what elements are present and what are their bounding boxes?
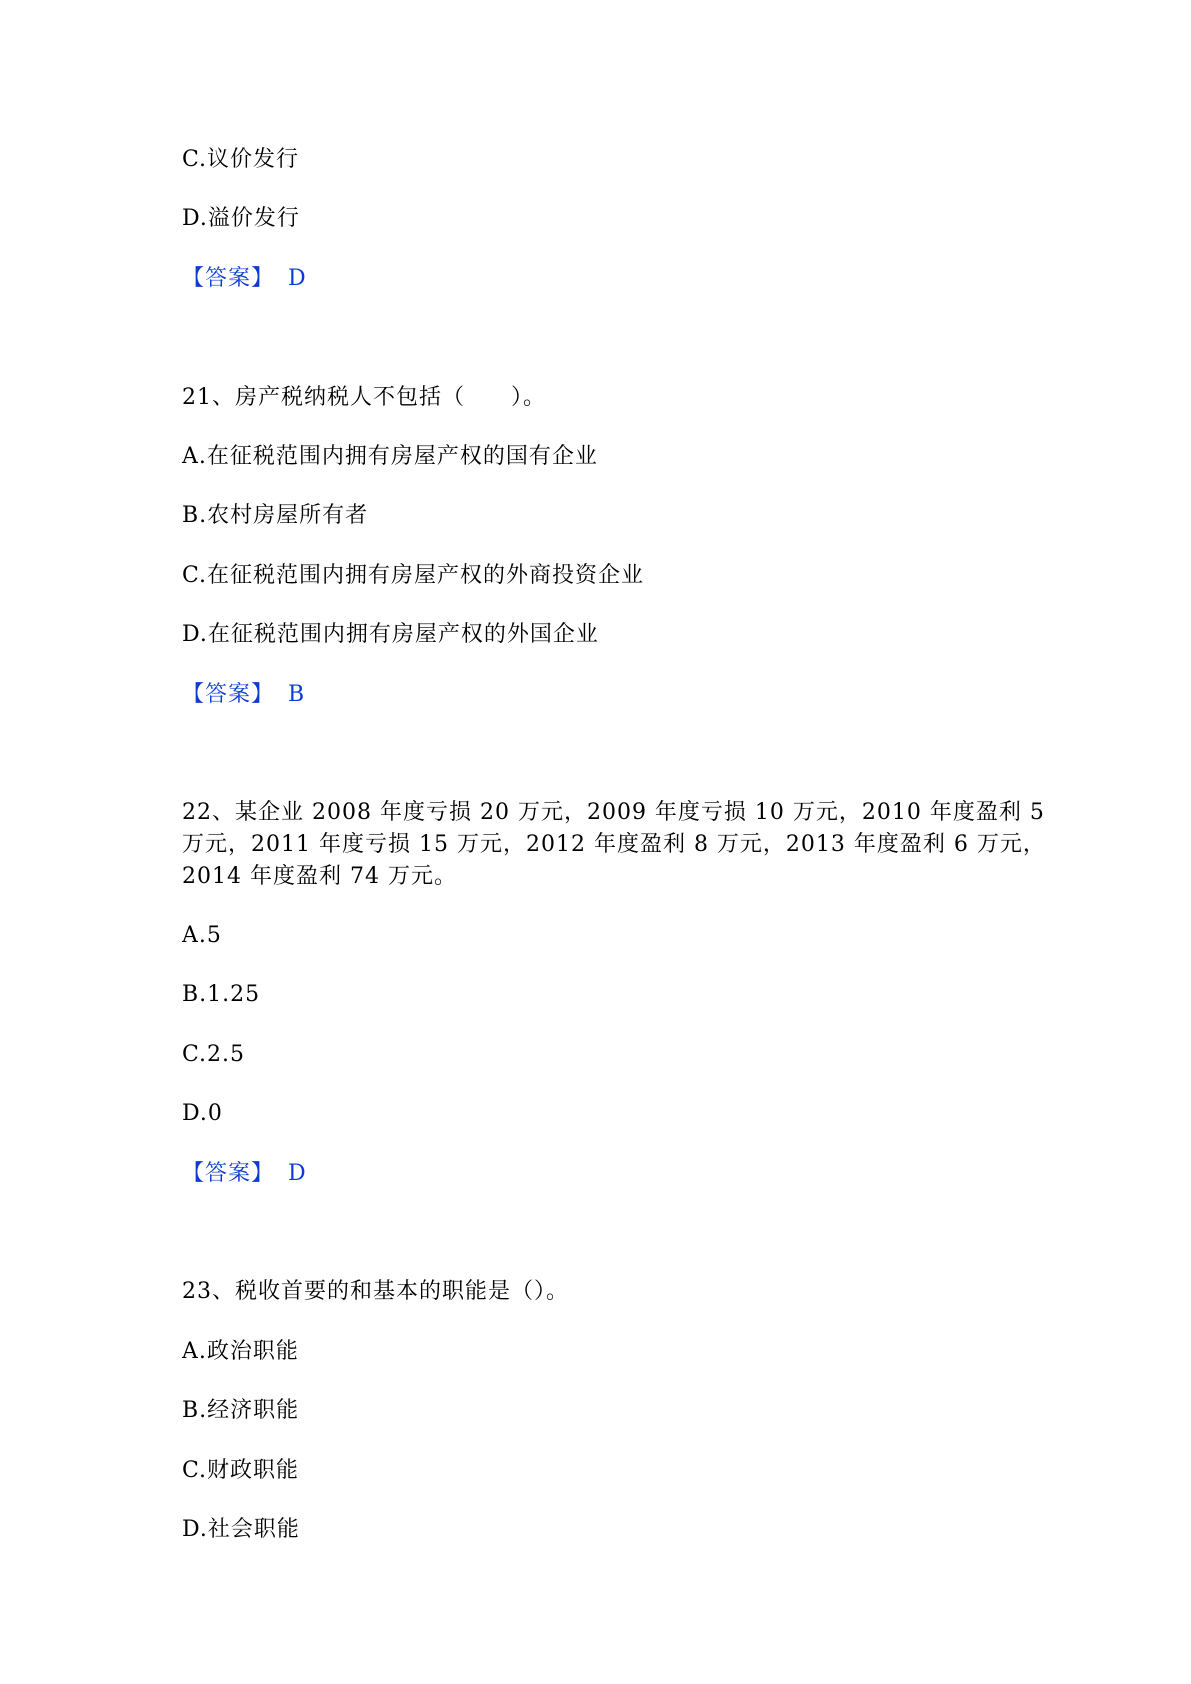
q21-option-b: B.农村房屋所有者 <box>182 503 369 528</box>
q22-option-c: C.2.5 <box>182 1042 246 1067</box>
q21-stem: 21、房产税纳税人不包括（ ）。 <box>182 385 546 410</box>
answer-value: D <box>288 266 307 291</box>
q21-option-a: A.在征税范围内拥有房屋产权的国有企业 <box>182 444 598 469</box>
q23-option-b: B.经济职能 <box>182 1398 300 1423</box>
q22-option-a: A.5 <box>182 923 222 948</box>
q22-answer <box>182 1158 307 1190</box>
q20-option-c: C.议价发行 <box>182 147 300 172</box>
q22-option-d: D.0 <box>182 1101 223 1126</box>
q23-option-c: C.财政职能 <box>182 1458 300 1483</box>
q21-option-d: D.在征税范围内拥有房屋产权的外国企业 <box>182 622 599 647</box>
answer-value: B <box>288 682 306 707</box>
q20-option-d: D.溢价发行 <box>182 206 300 231</box>
q20-answer <box>182 263 307 295</box>
answer-label: 【答案】 <box>182 266 275 291</box>
q22-stem-line2: 万元，2011 年度亏损 15 万元，2012 年度盈利 8 万元，2013 年度盈利 6 万元， <box>182 832 1046 857</box>
q23-stem: 23、税收首要的和基本的职能是（）。 <box>182 1279 569 1304</box>
q22-stem-line1: 22、某企业 2008 年度亏损 20 万元，2009 年度亏损 10 万元，2010 年度盈利 5 <box>182 800 1045 825</box>
q21-option-c: C.在征税范围内拥有房屋产权的外商投资企业 <box>182 563 645 588</box>
q23-option-d: D.社会职能 <box>182 1517 300 1542</box>
q22-stem-line3: 2014 年度盈利 74 万元。 <box>182 864 457 889</box>
q23-option-a: A.政治职能 <box>182 1339 299 1364</box>
q22-option-b: B.1.25 <box>182 982 261 1007</box>
q21-answer <box>182 679 305 711</box>
answer-value: D <box>288 1161 307 1186</box>
answer-label: 【答案】 <box>182 682 275 707</box>
answer-label: 【答案】 <box>182 1161 275 1186</box>
